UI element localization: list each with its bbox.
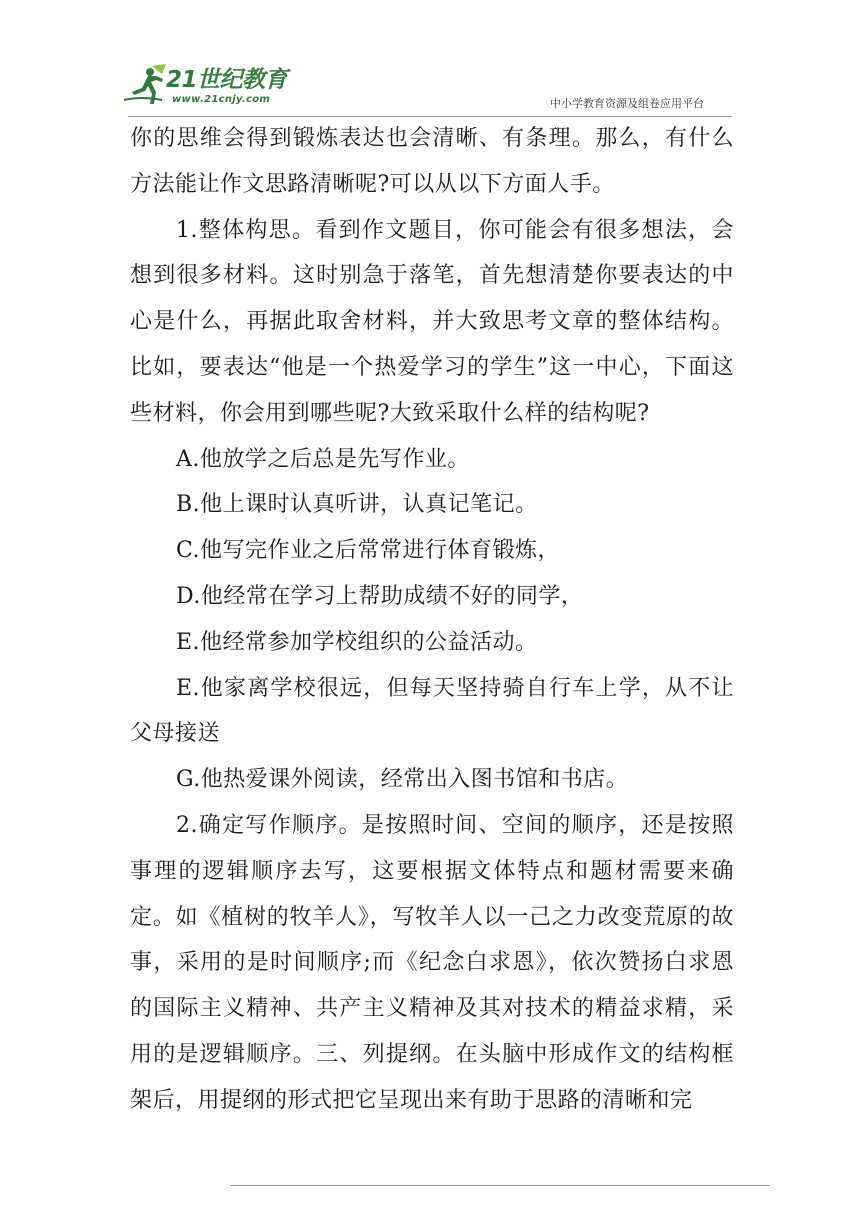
logo — [122, 62, 292, 112]
list-item: E.他家离学校很远，但每天坚持骑自行车上学，从不让父母接送 — [130, 675, 734, 747]
platform-label: 中小学教育资源及组卷应用平台 — [550, 97, 704, 110]
logo-url: www.21cnjy.com — [172, 94, 271, 105]
list-item: D.他经常在学习上帮助成绩不好的同学， — [176, 583, 584, 609]
document-body — [130, 116, 734, 1124]
page-header — [0, 0, 860, 120]
list-item: A.他放学之后总是先写作业。 — [176, 446, 470, 472]
list-item: C.他写完作业之后常常进行体育锻炼， — [176, 538, 561, 564]
logo-text: 21世纪教育 — [166, 67, 288, 93]
paragraph: 1.整体构思。看到作文题目，你可能会有很多想法，会想到很多材料。这时别急于落笔，首先想清楚你要表达的中心是什么，再据此取舍材料，并大致思考文章的整体结构。比如，要表达“他是一个热爱学习的学生”这一中心，下面这些材料，你会用到哪些呢?大致采取什么样的结构呢? — [130, 217, 734, 426]
paragraph: 2.确定写作顺序。是按照时间、空间的顺序，还是按照事理的逻辑顺序去写，这要根据文体特点和题材需要来确定。如《植树的牧羊人》，写牧羊人以一己之力改变荒原的故事，采用的是时间顺序;而《纪念白求恩》，依次赞扬白求恩的国际主义精神、共产主义精神及其对技术的精益求精，采用的是逻辑顺序。三、列提纲。在头脑中形成作文的结构框架后，用提纲的形式把它呈现出来有助于思路的清晰和完 — [130, 812, 734, 1113]
paragraph: 你的思维会得到锻炼表达也会清晰、有条理。那么，有什么方法能让作文思路清晰呢?可以从以下方面人手。 — [130, 126, 734, 197]
footer-divider — [230, 1185, 770, 1186]
list-item: B.他上课时认真听讲，认真记笔记。 — [176, 492, 538, 518]
list-item: E.他经常参加学校组织的公益活动。 — [176, 629, 538, 655]
list-item: G.他热爱课外阅读，经常出入图书馆和书店。 — [176, 767, 629, 793]
